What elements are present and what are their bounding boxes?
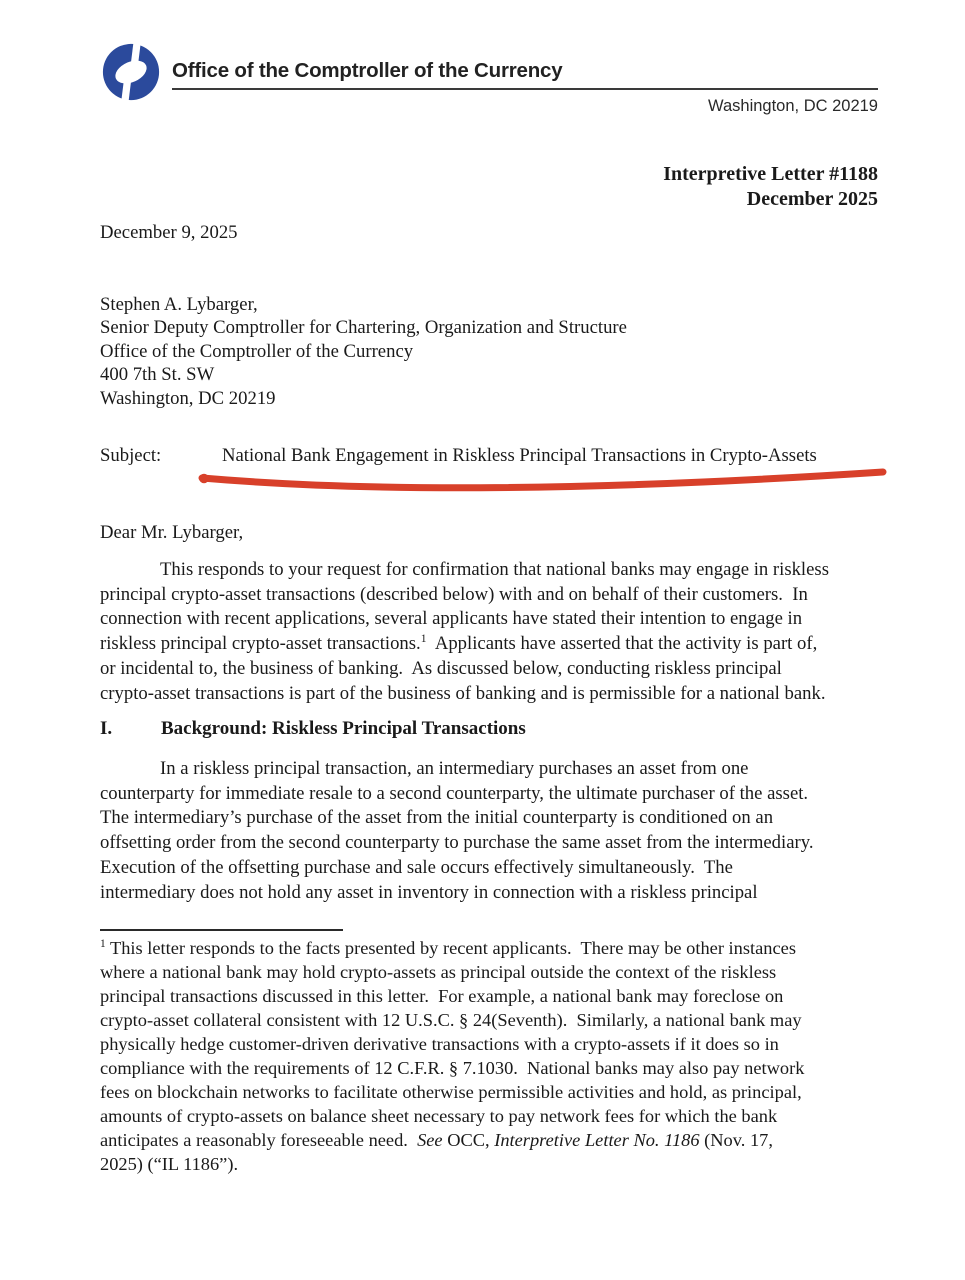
agency-name: Office of the Comptroller of the Currency <box>172 59 563 82</box>
salutation: Dear Mr. Lybarger, <box>100 522 244 543</box>
text-line: This responds to your request for confirmation that national banks may engage in riskless <box>160 559 829 580</box>
section-title: Background: Riskless Principal Transactions <box>161 718 526 739</box>
text-line: principal transactions discussed in this letter. For example, a national bank may foreclose on <box>100 986 784 1006</box>
text-line: principal crypto-asset transactions (described below) with and on behalf of their customers. In <box>100 583 808 605</box>
text-line: or incidental to, the business of banking. As discussed below, conducting riskless principal <box>100 657 782 679</box>
letter-number: Interpretive Letter #1188 <box>663 163 878 185</box>
text-line: counterparty for immediate resale to a second counterparty, the ultimate purchaser of the asset. <box>100 782 809 804</box>
header-rule <box>172 88 878 90</box>
text-line: Washington, DC 20219 <box>100 387 276 409</box>
text-line: intermediary does not hold any asset in inventory in connection with a riskless principal <box>100 881 758 903</box>
text-line: 2025) (“IL 1186”). <box>100 1154 239 1174</box>
letter-month: December 2025 <box>746 188 878 210</box>
subject-text: National Bank Engagement in Riskless Principal Transactions in Crypto-Assets <box>222 445 817 466</box>
text-line: compliance with the requirements of 12 C.F.R. § 7.1030. National banks may also pay network <box>100 1058 805 1078</box>
text-line: Stephen A. Lybarger, <box>100 294 258 315</box>
text-line: Office of the Comptroller of the Currency <box>100 340 414 362</box>
text-line: Senior Deputy Comptroller for Chartering, Organization and Structure <box>100 317 627 339</box>
footnote-block <box>100 936 882 1176</box>
text-line: anticipates a reasonably foreseeable need. See OCC, Interpretive Letter No. 1186 (Nov. 17, <box>100 1130 773 1150</box>
text-line: where a national bank may hold crypto-assets as principal outside the context of the riskless <box>100 962 777 982</box>
red-marker-underline-icon <box>195 466 890 496</box>
text-line: offsetting order from the second counterparty to purchase the same asset from the intermediary. <box>100 832 814 854</box>
text-line: amounts of crypto-assets on balance sheet necessary to pay network fees for which the bank <box>100 1106 778 1126</box>
letter-meta <box>478 162 878 212</box>
section-heading <box>100 718 526 740</box>
text-line: In a riskless principal transaction, an intermediary purchases an asset from one <box>160 758 749 779</box>
text-line: $^1$ This letter responds to the facts presented by recent applicants. There may be other instances <box>100 937 796 958</box>
text-line: physically hedge customer-driven derivative transactions with a crypto-assets if it does so in <box>100 1034 779 1054</box>
text-line: 400 7th St. SW <box>100 364 215 386</box>
body-paragraph-1 <box>100 558 882 706</box>
text-line: Execution of the offsetting purchase and sale occurs effectively simultaneously. The <box>100 856 733 878</box>
date-line: December 9, 2025 <box>100 222 238 243</box>
text-line: crypto-asset collateral consistent with 12 U.S.C. § 24(Seventh). Similarly, a national bank may <box>100 1010 802 1030</box>
text-line: The intermediary’s purchase of the asset from the initial counterparty is conditioned on an <box>100 807 774 829</box>
recipient-block <box>100 293 627 410</box>
occ-logo-icon <box>100 40 162 104</box>
header-location: Washington, DC 20219 <box>708 97 878 115</box>
subject-line <box>100 445 817 467</box>
text-line: riskless principal crypto-asset transactions.$^1$ Applicants have asserted that the activity is part of, <box>100 631 818 655</box>
text-line: crypto-asset transactions is part of the business of banking and is permissible for a national bank. <box>100 682 826 704</box>
text-line: connection with recent applications, several applicants have stated their intention to engage in <box>100 608 803 630</box>
subject-label: Subject: <box>100 445 162 466</box>
section-numeral: I. <box>100 718 113 739</box>
text-line: fees on blockchain networks to facilitate otherwise permissible activities and hold, as principal, <box>100 1082 802 1102</box>
footnote-separator <box>100 929 343 931</box>
body-paragraph-2 <box>100 757 882 905</box>
